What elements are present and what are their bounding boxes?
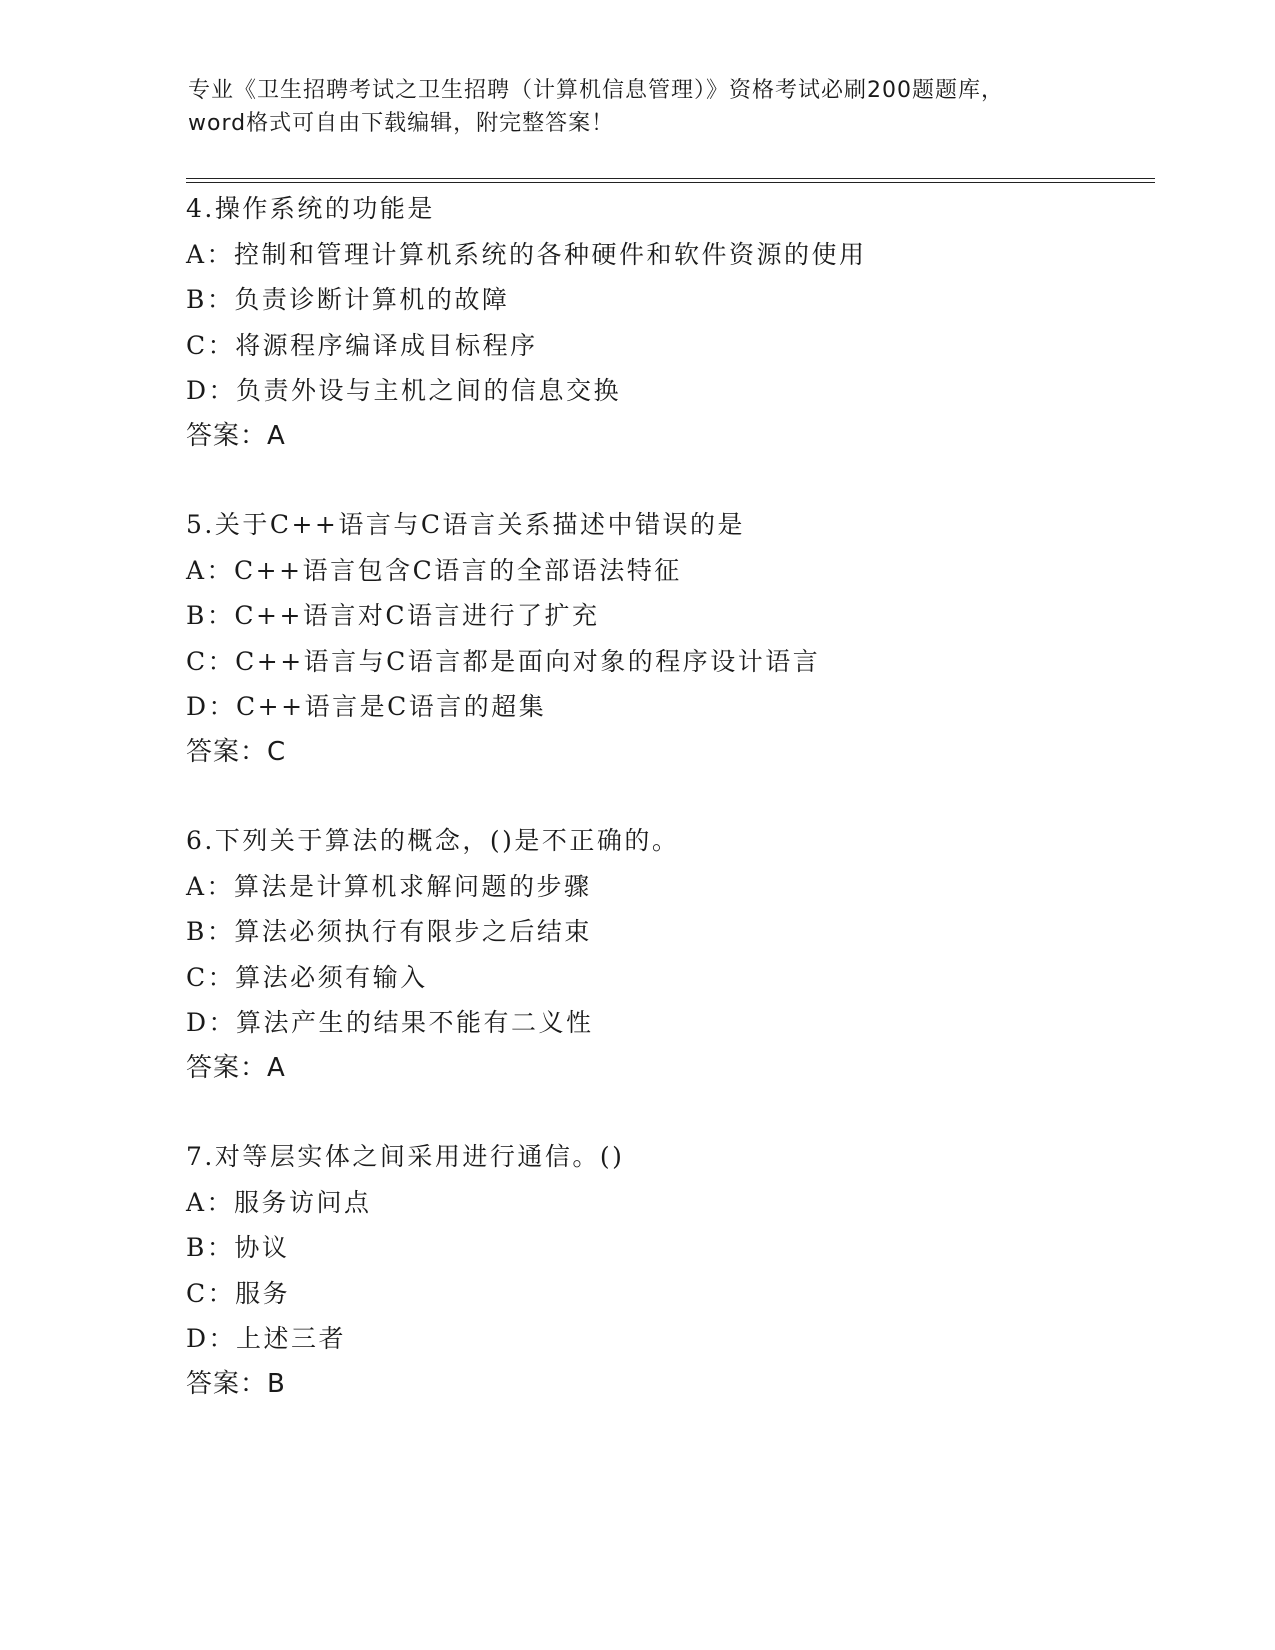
option-b: B：算法必须执行有限步之后结束: [186, 917, 592, 946]
answer-line: 答案：A: [186, 420, 286, 451]
header-title-line-2: word格式可自由下载编辑，附完整答案！: [188, 111, 615, 136]
question-stem: 4.操作系统的功能是: [186, 194, 435, 223]
option-d: D：上述三者: [186, 1324, 347, 1353]
document-header: [188, 74, 1148, 140]
option-d: D：C++语言是C语言的超集: [186, 692, 547, 721]
option-b: B：C++语言对C语言进行了扩充: [186, 601, 600, 630]
question-stem: 5.关于C++语言与C语言关系描述中错误的是: [186, 510, 746, 539]
question-6: [186, 818, 1146, 1091]
header-divider: [186, 178, 1155, 183]
option-a: A：服务访问点: [186, 1187, 372, 1217]
question-4: [186, 186, 1146, 459]
answer-line: 答案：B: [186, 1368, 286, 1399]
option-a: A：控制和管理计算机系统的各种硬件和软件资源的使用: [186, 239, 867, 269]
question-stem: 7.对等层实体之间采用进行通信。(): [186, 1142, 625, 1171]
option-c: C：将源程序编译成目标程序: [186, 330, 538, 360]
option-c: C：算法必须有输入: [186, 962, 428, 992]
question-stem: 6.下列关于算法的概念，()是不正确的。: [186, 826, 680, 855]
option-b: B：协议: [186, 1233, 290, 1262]
option-d: D：算法产生的结果不能有二义性: [186, 1008, 594, 1037]
option-b: B：负责诊断计算机的故障: [186, 285, 510, 314]
option-c: C：C++语言与C语言都是面向对象的程序设计语言: [186, 646, 821, 676]
header-title-line-1: 专业《卫生招聘考试之卫生招聘（计算机信息管理）》资格考试必刷200题题库，: [188, 78, 1004, 103]
option-d: D：负责外设与主机之间的信息交换: [186, 376, 622, 405]
question-5: [186, 502, 1146, 775]
option-a: A：算法是计算机求解问题的步骤: [186, 871, 592, 901]
answer-line: 答案：C: [186, 736, 287, 767]
option-c: C：服务: [186, 1278, 291, 1308]
question-7: [186, 1134, 1146, 1407]
option-a: A：C++语言包含C语言的全部语法特征: [186, 555, 682, 585]
answer-line: 答案：A: [186, 1052, 286, 1083]
